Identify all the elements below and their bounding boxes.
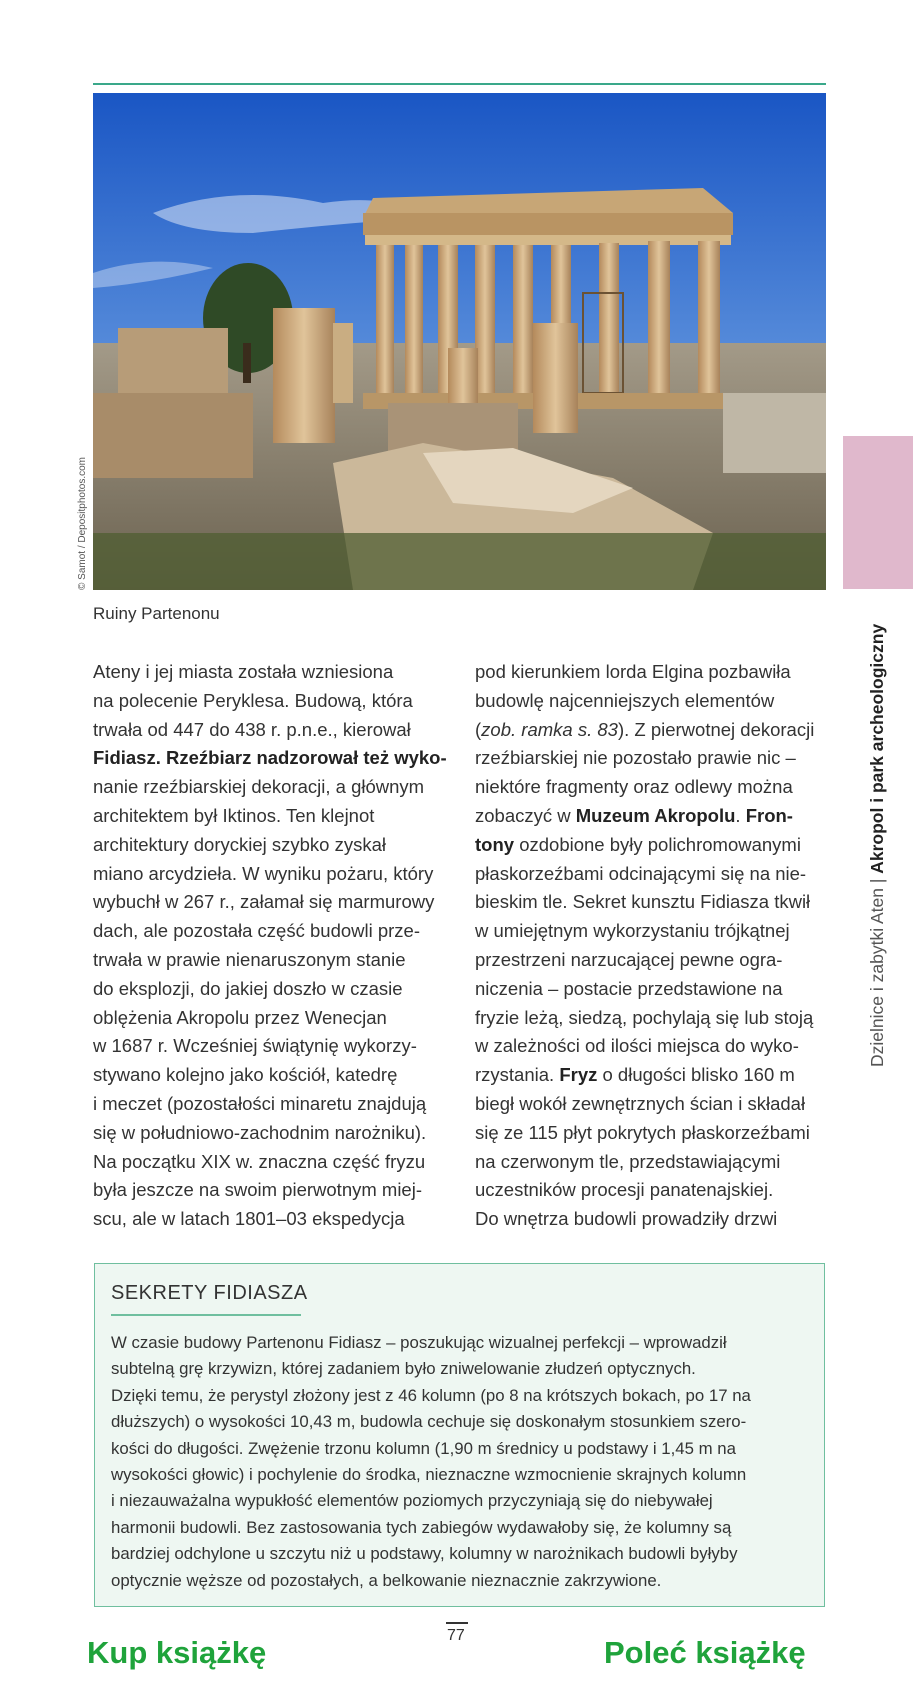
article-text-run: przestrzeni narzucającej pewne ogra- <box>475 948 783 970</box>
article-text-run: . Rzeźbiarz nadzorował też wyko- <box>155 747 447 769</box>
article-line <box>93 687 453 716</box>
article-text-run: zobaczyć w <box>475 804 576 826</box>
article-text-run: ). Z pierwotnej dekoracji <box>617 718 815 740</box>
page-number-rule <box>446 1622 468 1624</box>
sidebar-box-line: dłuższych) o wysokości 10,43 m, budowla cechuje się doskonałym stosunkiem szero- <box>111 1412 747 1432</box>
article-line <box>475 744 835 773</box>
sidebar-box-title: SEKRETY FIDIASZA <box>111 1282 308 1304</box>
article-text-run: bieskim tle. Sekret kunsztu Fidiasza tkwił <box>475 891 811 913</box>
article-line <box>93 1090 453 1119</box>
article-text-run: i meczet (pozostałości minaretu znajdują <box>93 1092 427 1114</box>
article-line <box>93 658 453 687</box>
buy-book-link[interactable]: Kup książkę <box>87 1635 267 1670</box>
article-line <box>475 975 835 1004</box>
article-text-run: miano arcydzieła. W wyniku pożaru, który <box>93 862 434 884</box>
article-text-run: rzeźbiarskiej nie pozostało prawie nic – <box>475 747 796 769</box>
article-text-run: Fryz <box>559 1064 598 1086</box>
article-text-run: . <box>735 804 746 826</box>
article-text-run: Muzeum Akropolu <box>575 804 736 826</box>
article-text-run: trwała od 447 do 438 r. p.n.e., kierował <box>93 718 411 740</box>
sidebar-box-line: bardziej odchylone u szczytu niż u podstawy, kolumny w narożnikach budowli byłyby <box>111 1544 738 1564</box>
article-text-run: się w południowo-zachodnim narożniku). <box>93 1121 427 1143</box>
article-text-run: tony <box>475 833 515 855</box>
parthenon-illustration <box>93 93 826 590</box>
article-line <box>475 802 835 831</box>
article-line <box>93 946 453 975</box>
article-column-left <box>93 658 453 1234</box>
section-tab <box>843 436 913 589</box>
article-text-run: na polecenie Peryklesa. Budową, która <box>93 689 413 711</box>
article-line <box>93 716 453 745</box>
article-text-run: Ateny i jej miasta została wzniesiona <box>93 661 394 682</box>
article-line <box>93 1148 453 1177</box>
article-text-run: wybuchł w 267 r., załamał się marmurowy <box>93 891 435 913</box>
article-text-run: Fidiasz <box>93 747 156 769</box>
sidebar-box-line: kości do długości. Zwężenie trzonu kolumn (1,90 m średnicy u podstawy i 1,45 m na <box>111 1438 736 1458</box>
page-number: 77 <box>447 1627 465 1644</box>
sidebar-box-line: Dzięki temu, że perystyl złożony jest z 46 kolumn (po 8 na krótszych bokach, po 17 na <box>111 1385 751 1405</box>
top-rule <box>93 83 826 85</box>
article-line <box>475 1004 835 1033</box>
article-text-run: na czerwonym tle, przedstawiającymi <box>475 1150 781 1172</box>
sidebar-box-line: W czasie budowy Partenonu Fidiasz – poszukując wizualnej perfekcji – wprowadził <box>111 1333 727 1352</box>
article-line <box>475 888 835 917</box>
article-line <box>93 802 453 831</box>
article-line <box>93 744 453 773</box>
article-text-run: pod kierunkiem lorda Elgina pozbawiła <box>475 661 791 682</box>
article-line <box>475 1090 835 1119</box>
article-text-run: architektem był Iktinos. Ten klejnot <box>93 804 375 826</box>
article-line <box>475 658 835 687</box>
sidebar-box <box>94 1263 825 1607</box>
article-text-run: stywano kolejno jako kościół, katedrę <box>93 1064 398 1086</box>
section-light-label: Dzielnice i zabytki Aten | <box>867 873 887 1067</box>
article-line <box>475 1032 835 1061</box>
article-line <box>93 1119 453 1148</box>
article-line <box>475 1061 835 1090</box>
article-text-run: w umiejętnym wykorzystaniu trójkątnej <box>475 920 790 942</box>
photo-credit: © Samot / Depositphotos.com <box>77 457 88 590</box>
article-text-run: ozdobione były polichromowanymi <box>514 833 801 855</box>
article-line <box>475 1176 835 1205</box>
article-line <box>93 1176 453 1205</box>
article-text-run: płaskorzeźbami odcinającymi się na nie- <box>475 862 807 884</box>
article-text-run: biegł wokół zewnętrznych ścian i składał <box>475 1092 806 1114</box>
article-text-run: ( <box>475 718 482 740</box>
article-text-run: Fron- <box>745 804 793 826</box>
article-line <box>475 917 835 946</box>
article-text-run: dach, ale pozostała część budowli prze- <box>93 920 421 942</box>
section-running-head <box>867 624 888 1067</box>
article-text-run: fryzie leżą, siedzą, pochylają się lub stoją <box>475 1006 814 1028</box>
article-line <box>93 1061 453 1090</box>
article-line <box>93 1004 453 1033</box>
article-text-run: nanie rzeźbiarskiej dekoracji, a głównym <box>93 776 425 798</box>
article-line <box>93 860 453 889</box>
article-text-run: o długości blisko 160 m <box>597 1064 795 1086</box>
article-text-run: się ze 115 płyt pokrytych płaskorzeźbami <box>475 1121 810 1143</box>
sidebar-box-body <box>111 1330 751 1594</box>
article-text-run: scu, ale w latach 1801–03 ekspedycja <box>93 1208 405 1230</box>
article-line <box>475 946 835 975</box>
article-line <box>475 773 835 802</box>
article-line <box>475 1119 835 1148</box>
article-text-run: rzystania. <box>475 1064 560 1086</box>
article-text-run: budowlę najcenniejszych elementów <box>475 689 775 711</box>
article-text-run: architektury doryckiej szybko zyskał <box>93 833 387 855</box>
article-text-run: zob. ramka s. 83 <box>481 718 618 740</box>
article-text-run: w zależności od ilości miejsca do wyko- <box>475 1035 799 1057</box>
article-text-run: Na początku XIX w. znaczna część fryzu <box>93 1150 426 1172</box>
sidebar-box-line: harmonii budowli. Bez zastosowania tych zabiegów wydawałoby się, że kolumny są <box>111 1517 732 1537</box>
article-line <box>475 831 835 860</box>
article-text-run: do eksplozji, do jakiej doszło w czasie <box>93 977 403 999</box>
recommend-book-link[interactable]: Poleć książkę <box>604 1635 806 1670</box>
article-line <box>93 1205 453 1234</box>
sidebar-box-rule <box>111 1314 301 1316</box>
article-text-run: Do wnętrza budowli prowadziły drzwi <box>475 1208 778 1230</box>
article-column-right <box>475 658 835 1234</box>
article-line <box>93 888 453 917</box>
photo-caption: Ruiny Partenonu <box>93 604 220 623</box>
section-bold-label: Akropol i park archeologiczny <box>867 623 887 874</box>
article-line <box>475 1205 835 1234</box>
article-line <box>93 773 453 802</box>
article-text-run: była jeszcze na swoim pierwotnym miej- <box>93 1179 422 1201</box>
article-line <box>475 860 835 889</box>
sidebar-box-line: i niezauważalna wypukłość elementów poziomych przyczyniają się do niebywałej <box>111 1491 713 1511</box>
sidebar-box-line: subtelną grę krzywizn, której zadaniem było zniwelowanie złudzeń optycznych. <box>111 1359 696 1379</box>
article-line <box>475 1148 835 1177</box>
article-line <box>93 975 453 1004</box>
article-line <box>93 917 453 946</box>
article-text-run: oblężenia Akropolu przez Wenecjan <box>93 1006 387 1028</box>
article-line <box>475 716 835 745</box>
article-text-run: niektóre fragmenty oraz odlewy można <box>475 776 793 798</box>
article-text-run: niczenia – postacie przedstawione na <box>475 977 783 999</box>
article-text-run: uczestników procesji panatenajskiej. <box>475 1179 774 1201</box>
article-text-run: trwała w prawie nienaruszonym stanie <box>93 948 406 970</box>
article-line <box>475 687 835 716</box>
article-line <box>93 831 453 860</box>
sidebar-box-line: wysokości głowic) i pochylenie do środka, nieznaczne wzmocnienie skrajnych kolumn <box>111 1465 747 1485</box>
sidebar-box-line: optycznie węższe od pozostałych, a belkowanie nieznacznie zakrzywione. <box>111 1570 662 1590</box>
article-text-run: w 1687 r. Wcześniej świątynię wykorzy- <box>93 1035 417 1057</box>
article-line <box>93 1032 453 1061</box>
parthenon-photo <box>93 93 826 590</box>
